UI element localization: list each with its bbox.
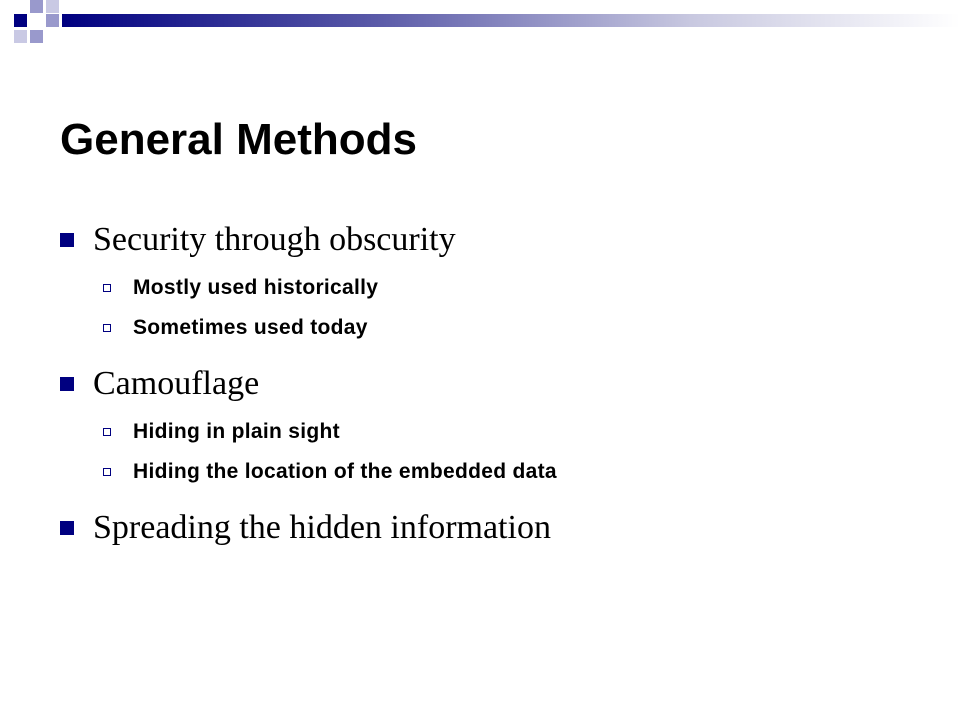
sub-bullet-text: Hiding in plain sight bbox=[133, 420, 340, 443]
deco-square-6 bbox=[14, 30, 27, 43]
deco-square-3 bbox=[30, 30, 43, 43]
bullet-text: Security through obscurity bbox=[93, 221, 456, 258]
sub-bullet-item bbox=[103, 308, 920, 348]
bullet-item bbox=[60, 500, 920, 556]
spacer bbox=[60, 492, 920, 500]
deco-square-5 bbox=[46, 0, 59, 13]
sub-bullet-item bbox=[103, 268, 920, 308]
hollow-square-icon bbox=[103, 284, 111, 292]
filled-square-icon bbox=[60, 233, 74, 247]
hollow-square-icon bbox=[103, 324, 111, 332]
hollow-square-icon bbox=[103, 428, 111, 436]
deco-square-4 bbox=[46, 14, 59, 27]
filled-square-icon bbox=[60, 521, 74, 535]
slide-title: General Methods bbox=[60, 115, 417, 164]
bullet-text: Camouflage bbox=[93, 365, 260, 402]
header-decoration-graphic bbox=[0, 0, 960, 56]
spacer bbox=[60, 348, 920, 356]
bullet-text: Spreading the hidden information bbox=[93, 509, 551, 546]
sub-bullet-item bbox=[103, 452, 920, 492]
sub-bullet-list bbox=[60, 412, 920, 492]
bullet-item bbox=[60, 356, 920, 492]
sub-bullet-text: Mostly used historically bbox=[133, 276, 379, 299]
sub-bullet-list bbox=[60, 268, 920, 348]
sub-bullet-text: Sometimes used today bbox=[133, 316, 368, 339]
bullet-item bbox=[60, 212, 920, 348]
hollow-square-icon bbox=[103, 468, 111, 476]
sub-bullet-text: Hiding the location of the embedded data bbox=[133, 460, 557, 483]
deco-square-2 bbox=[30, 0, 43, 13]
sub-bullet-item bbox=[103, 412, 920, 452]
header-decoration bbox=[0, 0, 960, 56]
bullet-list bbox=[60, 212, 920, 556]
deco-square-1 bbox=[14, 14, 27, 27]
filled-square-icon bbox=[60, 377, 74, 391]
deco-gradient-bar bbox=[62, 14, 960, 27]
